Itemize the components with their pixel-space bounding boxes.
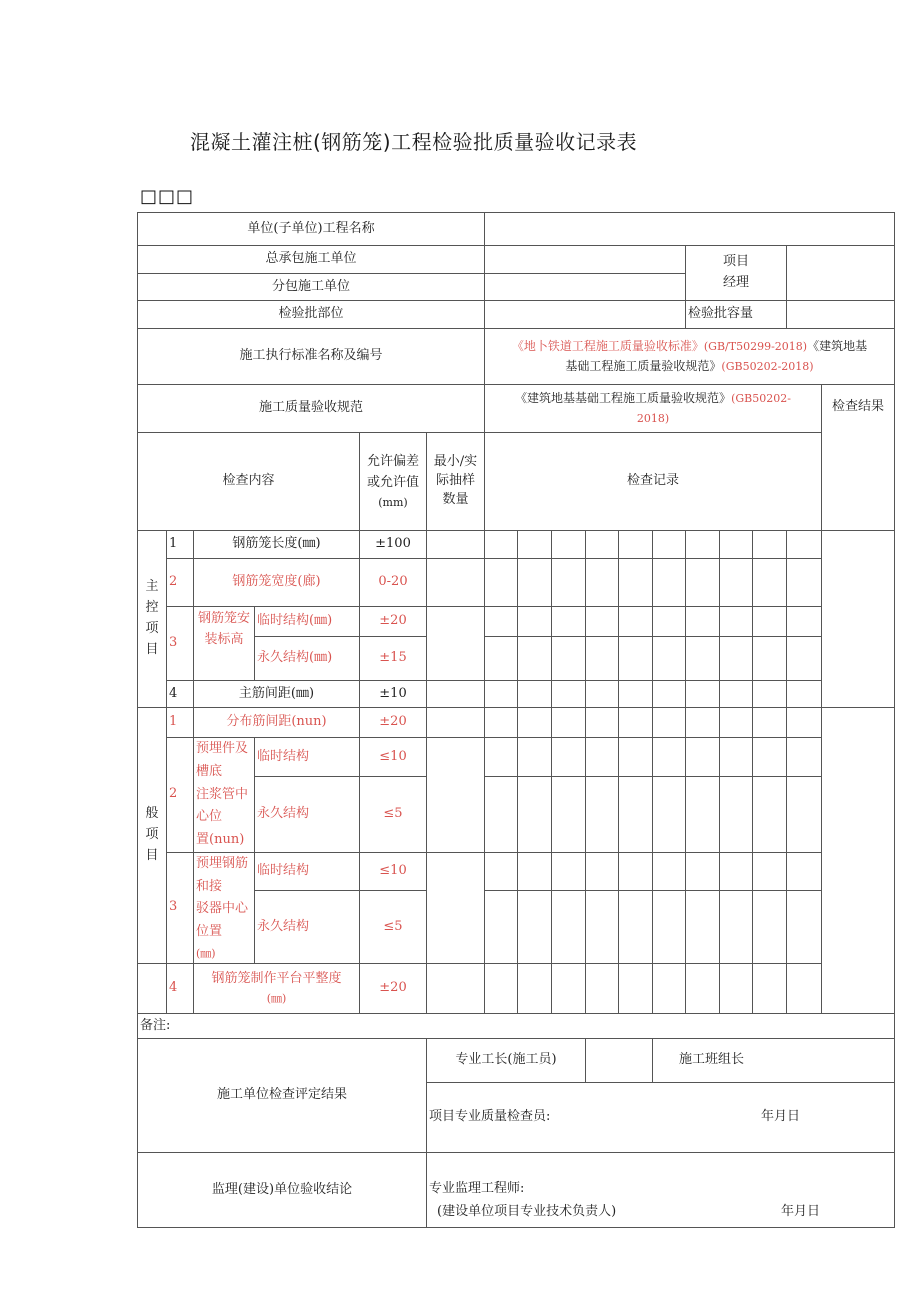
record-cell[interactable] (586, 890, 619, 963)
general-contractor-value[interactable] (485, 246, 686, 274)
record-cell[interactable] (686, 738, 720, 777)
main-item-3-no: 3 (167, 607, 194, 681)
record-cell[interactable] (653, 852, 686, 890)
record-cell[interactable] (753, 890, 787, 963)
general-item-2-name-3: 置(nun) (196, 832, 245, 847)
inspection-lot-capacity-label: 检验批容量 (686, 301, 787, 329)
record-cell[interactable] (720, 681, 753, 708)
record-cell[interactable] (720, 852, 753, 890)
record-cell[interactable] (586, 559, 619, 607)
record-cell[interactable] (787, 852, 822, 890)
general-item-4-name-1: 钢筋笼制作平台平整度 (211, 971, 342, 987)
supervisor-engineer-label: 专业监理工程师: (429, 1180, 525, 1196)
record-cell[interactable] (552, 964, 586, 1014)
record-cell[interactable] (619, 681, 653, 708)
record-cell[interactable] (485, 964, 518, 1014)
main-item-3-name-2: 装标高 (204, 631, 244, 647)
record-cell[interactable] (753, 531, 787, 559)
standard-name-value-5: (GB50202-2018) (721, 359, 814, 373)
record-cell[interactable] (518, 708, 552, 738)
record-cell[interactable] (686, 890, 720, 963)
quality-inspector-label: 项目专业质量检查员: (429, 1109, 551, 1125)
main-item-row-3a (138, 607, 895, 637)
record-cell[interactable] (686, 559, 720, 607)
team-leader-label: 施工班组长 (679, 1052, 745, 1068)
record-cell[interactable] (619, 964, 653, 1014)
sampling-cell[interactable] (427, 964, 485, 1014)
general-item-row-3a (138, 852, 895, 890)
record-cell[interactable] (653, 708, 686, 738)
record-cell[interactable] (552, 637, 586, 681)
record-cell[interactable] (753, 852, 787, 890)
general-group-label-3: 目 (145, 847, 159, 863)
record-cell[interactable] (720, 559, 753, 607)
general-item-1-no: 1 (167, 708, 194, 738)
acceptance-spec-label: 施工质量验收规范 (138, 385, 485, 433)
sampling-header-3: 数量 (442, 491, 469, 507)
general-group-label (138, 708, 167, 964)
record-cell[interactable] (619, 890, 653, 963)
record-cell[interactable] (619, 738, 653, 777)
general-item-2-sub-1-value: ≤10 (360, 738, 427, 777)
subcontractor-label: 分包施工单位 (138, 274, 485, 301)
standard-name-value-2: (GB/T50299-2018) (703, 340, 808, 354)
check-result-label: 检查结果 (831, 399, 884, 414)
general-item-2-sub-2-name: 永久结构 (255, 777, 360, 852)
main-item-1-value: ±100 (360, 531, 427, 559)
record-cell[interactable] (619, 708, 653, 738)
record-cell[interactable] (686, 637, 720, 681)
general-item-2-sub-1-name: 临时结构 (255, 738, 360, 777)
acceptance-spec-value-2: (GB50202- (731, 392, 791, 406)
record-cell[interactable] (753, 738, 787, 777)
general-item-2-name-2: 注浆管中心位 (196, 786, 249, 825)
project-manager-label-2: 经理 (722, 275, 749, 290)
main-control-group-label-2: 控 (145, 600, 159, 616)
record-cell[interactable] (518, 637, 552, 681)
general-item-row-4 (138, 964, 895, 1014)
general-item-row-2a (138, 738, 895, 777)
remarks-label[interactable]: 备注: (138, 1014, 895, 1039)
record-cell[interactable] (787, 708, 822, 738)
record-cell[interactable] (485, 607, 518, 637)
sampling-cell[interactable] (427, 852, 485, 963)
acceptance-spec-value-3: 2018) (636, 411, 670, 425)
general-item-1-value: ±20 (360, 708, 427, 738)
general-item-3-name-3: (㎜) (196, 946, 216, 960)
general-item-4-value: ±20 (360, 964, 427, 1014)
record-cell[interactable] (518, 777, 552, 852)
record-cell[interactable] (485, 852, 518, 890)
tolerance-header (360, 433, 427, 531)
record-cell[interactable] (552, 777, 586, 852)
supervision-row (138, 1153, 895, 1228)
record-cell[interactable] (787, 637, 822, 681)
record-cell[interactable] (552, 890, 586, 963)
record-cell[interactable] (686, 964, 720, 1014)
inspection-record-table (137, 212, 895, 1228)
main-item-3-sub-1-name: 临时结构(㎜) (255, 607, 360, 637)
owner-tech-label: (建设单位项目专业技术负责人) (437, 1204, 617, 1219)
general-item-2-sub-2-value: ≤5 (360, 777, 427, 852)
record-cell[interactable] (686, 777, 720, 852)
standard-name-value-3: 《建筑地基 (807, 339, 868, 354)
main-item-3-sub-1-value: ±20 (360, 607, 427, 637)
record-cell[interactable] (619, 777, 653, 852)
record-cell[interactable] (485, 777, 518, 852)
check-result-header (822, 385, 895, 531)
record-cell[interactable] (552, 852, 586, 890)
record-cell[interactable] (485, 531, 518, 559)
record-cell[interactable] (653, 607, 686, 637)
record-cell[interactable] (753, 637, 787, 681)
record-cell[interactable] (619, 637, 653, 681)
record-cell[interactable] (653, 738, 686, 777)
record-cell[interactable] (619, 852, 653, 890)
main-item-1-no: 1 (167, 531, 194, 559)
main-item-4-no: 4 (167, 681, 194, 708)
record-cell[interactable] (653, 964, 686, 1014)
record-cell[interactable] (653, 777, 686, 852)
record-cell[interactable] (586, 607, 619, 637)
general-item-3-sub-1-name: 临时结构 (255, 852, 360, 890)
construction-result-label: 施工单位检查评定结果 (138, 1039, 427, 1153)
form-code-boxes: □□□ (140, 186, 195, 207)
record-cell[interactable] (787, 890, 822, 963)
general-item-2-no: 2 (167, 738, 194, 853)
record-cell[interactable] (653, 637, 686, 681)
supervision-label: 监理(建设)单位验收结论 (138, 1153, 427, 1228)
record-cell[interactable] (619, 531, 653, 559)
record-cell[interactable] (753, 559, 787, 607)
record-cell[interactable] (753, 681, 787, 708)
sampling-header-1: 最小/实 (433, 454, 478, 470)
record-cell[interactable] (787, 531, 822, 559)
project-manager-label (686, 246, 787, 301)
record-cell[interactable] (686, 531, 720, 559)
record-cell[interactable] (787, 738, 822, 777)
general-item-3-name-2: 驳器中心位置 (196, 901, 249, 939)
record-cell[interactable] (753, 777, 787, 852)
general-item-4-name (194, 964, 360, 1014)
subcontractor-value[interactable] (485, 274, 686, 301)
record-cell[interactable] (720, 708, 753, 738)
record-cell[interactable] (686, 607, 720, 637)
general-item-3-no: 3 (167, 852, 194, 963)
main-item-row-1 (138, 531, 895, 559)
record-cell[interactable] (518, 964, 552, 1014)
record-cell[interactable] (552, 708, 586, 738)
record-cell[interactable] (586, 738, 619, 777)
main-control-group-label-3: 项 (145, 621, 159, 636)
date-label-1: 年月日 (760, 1109, 800, 1125)
main-control-group-label-1: 主 (145, 579, 159, 595)
record-cell[interactable] (720, 637, 753, 681)
project-manager-value[interactable] (787, 246, 895, 301)
record-cell[interactable] (686, 852, 720, 890)
general-item-2-name (194, 738, 255, 853)
record-cell[interactable] (518, 738, 552, 777)
inspection-lot-location-label: 检验批部位 (138, 301, 485, 329)
record-cell[interactable] (485, 890, 518, 963)
main-item-2-no: 2 (167, 559, 194, 607)
main-item-row-2 (138, 559, 895, 607)
construction-result-row (138, 1039, 895, 1083)
sampling-header-2: 际抽样 (435, 473, 475, 489)
record-cell[interactable] (485, 738, 518, 777)
record-cell[interactable] (787, 964, 822, 1014)
record-cell[interactable] (619, 559, 653, 607)
main-item-1-name: 钢筋笼长度(㎜) (194, 531, 360, 559)
page-title: 混凝土灌注桩(钢筋笼)工程检验批质量验收记录表 (190, 130, 638, 154)
record-cell[interactable] (485, 637, 518, 681)
general-item-3-sub-2-value: ≤5 (360, 890, 427, 963)
record-cell[interactable] (586, 708, 619, 738)
unit-project-name-value[interactable] (485, 213, 895, 246)
record-cell[interactable] (753, 708, 787, 738)
main-control-group-label-4: 目 (145, 641, 159, 657)
record-cell[interactable] (518, 890, 552, 963)
unit-project-name-label: 单位(子单位)工程名称 (138, 213, 485, 246)
general-group-label-2: 项 (145, 827, 159, 843)
record-cell[interactable] (753, 964, 787, 1014)
main-item-3-name (194, 607, 255, 681)
tolerance-header-3: (mm) (378, 495, 408, 509)
general-item-row-1 (138, 708, 895, 738)
record-cell[interactable] (586, 777, 619, 852)
record-cell[interactable] (686, 708, 720, 738)
general-item-3-sub-2-name: 永久结构 (255, 890, 360, 963)
sampling-cell[interactable] (427, 607, 485, 637)
acceptance-spec-value (485, 385, 822, 433)
sampling-cell[interactable] (427, 531, 485, 559)
record-cell[interactable] (720, 738, 753, 777)
general-contractor-label: 总承包施工单位 (138, 246, 485, 274)
general-group-label-1: 般 (145, 806, 159, 822)
record-cell[interactable] (552, 681, 586, 708)
record-cell[interactable] (787, 607, 822, 637)
record-cell[interactable] (552, 559, 586, 607)
record-cell[interactable] (485, 708, 518, 738)
foreman-signature[interactable] (586, 1039, 653, 1083)
record-cell[interactable] (586, 531, 619, 559)
main-items-check-result[interactable] (822, 531, 895, 708)
tolerance-header-1: 允许偏差 (366, 453, 419, 469)
record-cell[interactable] (653, 531, 686, 559)
main-item-3-sub-2-value: ±15 (360, 637, 427, 681)
general-items-check-result[interactable] (822, 708, 895, 1014)
general-item-2-name-1: 预埋件及槽底 (196, 741, 249, 779)
standard-name-label: 施工执行标准名称及编号 (138, 329, 485, 385)
record-cell[interactable] (586, 637, 619, 681)
record-cell[interactable] (586, 681, 619, 708)
record-cell[interactable] (787, 777, 822, 852)
record-cell[interactable] (787, 681, 822, 708)
record-cell[interactable] (518, 607, 552, 637)
record-cell[interactable] (518, 559, 552, 607)
foreman-label: 专业工长(施工员) (427, 1039, 586, 1083)
main-control-group-label (138, 531, 167, 708)
general-item-3-name (194, 852, 255, 963)
record-cell[interactable] (720, 890, 753, 963)
remarks-row (138, 1014, 895, 1039)
record-cell[interactable] (552, 738, 586, 777)
record-cell[interactable] (787, 559, 822, 607)
inspection-lot-location-value[interactable] (485, 301, 686, 329)
main-item-3-name-1: 钢筋笼安 (197, 611, 250, 626)
record-cell[interactable] (586, 964, 619, 1014)
main-item-3-sub-2-name: 永久结构(㎜) (255, 637, 360, 681)
acceptance-spec-value-1: 《建筑地基基础工程施工质量验收规范》 (515, 391, 732, 406)
check-content-header: 检查内容 (138, 433, 360, 531)
main-item-2-name: 钢筋笼宽度(廊) (194, 559, 360, 607)
date-label-2: 年月日 (780, 1204, 820, 1219)
record-cell[interactable] (653, 559, 686, 607)
project-manager-label-1: 项目 (722, 254, 749, 270)
standard-name-value-1: 《地卜铁道工程施工质量验收标准》 (511, 339, 704, 354)
standard-name-value (485, 329, 895, 385)
team-leader-cell[interactable] (653, 1039, 895, 1083)
standard-name-value-4: 基础工程施工质量验收规范》 (565, 358, 722, 373)
check-record-header: 检查记录 (485, 433, 822, 531)
record-cell[interactable] (586, 852, 619, 890)
owner-tech-line (429, 1200, 892, 1223)
sampling-cell[interactable] (427, 681, 485, 708)
record-cell[interactable] (518, 681, 552, 708)
general-item-3-sub-1-value: ≤10 (360, 852, 427, 890)
record-cell[interactable] (485, 681, 518, 708)
quality-inspector-cell[interactable] (427, 1083, 895, 1153)
record-cell[interactable] (753, 607, 787, 637)
main-item-4-name: 主筋间距(㎜) (194, 681, 360, 708)
record-cell[interactable] (485, 559, 518, 607)
record-cell[interactable] (552, 607, 586, 637)
general-item-1-name: 分布筋间距(nun) (194, 708, 360, 738)
record-cell[interactable] (518, 531, 552, 559)
record-cell[interactable] (619, 607, 653, 637)
main-item-2-value: 0-20 (360, 559, 427, 607)
general-item-4-name-2: (㎜) (266, 992, 287, 1006)
record-cell[interactable] (518, 852, 552, 890)
general-item-4-no: 4 (167, 964, 194, 1014)
supervision-cell[interactable] (427, 1153, 895, 1228)
general-group-label-blank (138, 964, 167, 1014)
record-cell[interactable] (720, 964, 753, 1014)
sampling-cell[interactable] (427, 559, 485, 607)
record-cell[interactable] (720, 777, 753, 852)
inspection-lot-capacity-value[interactable] (787, 301, 895, 329)
tolerance-header-2: 或允许值 (366, 475, 419, 491)
record-cell[interactable] (552, 531, 586, 559)
main-item-row-4 (138, 681, 895, 708)
record-cell[interactable] (720, 531, 753, 559)
sampling-cell[interactable] (427, 637, 485, 681)
sampling-header (427, 433, 485, 531)
sampling-cell[interactable] (427, 738, 485, 853)
record-cell[interactable] (686, 681, 720, 708)
general-item-3-name-1: 预埋钢筋和接 (196, 855, 249, 894)
record-cell[interactable] (653, 681, 686, 708)
record-cell[interactable] (720, 607, 753, 637)
sampling-cell[interactable] (427, 708, 485, 738)
main-item-4-value: ±10 (360, 681, 427, 708)
record-cell[interactable] (653, 890, 686, 963)
